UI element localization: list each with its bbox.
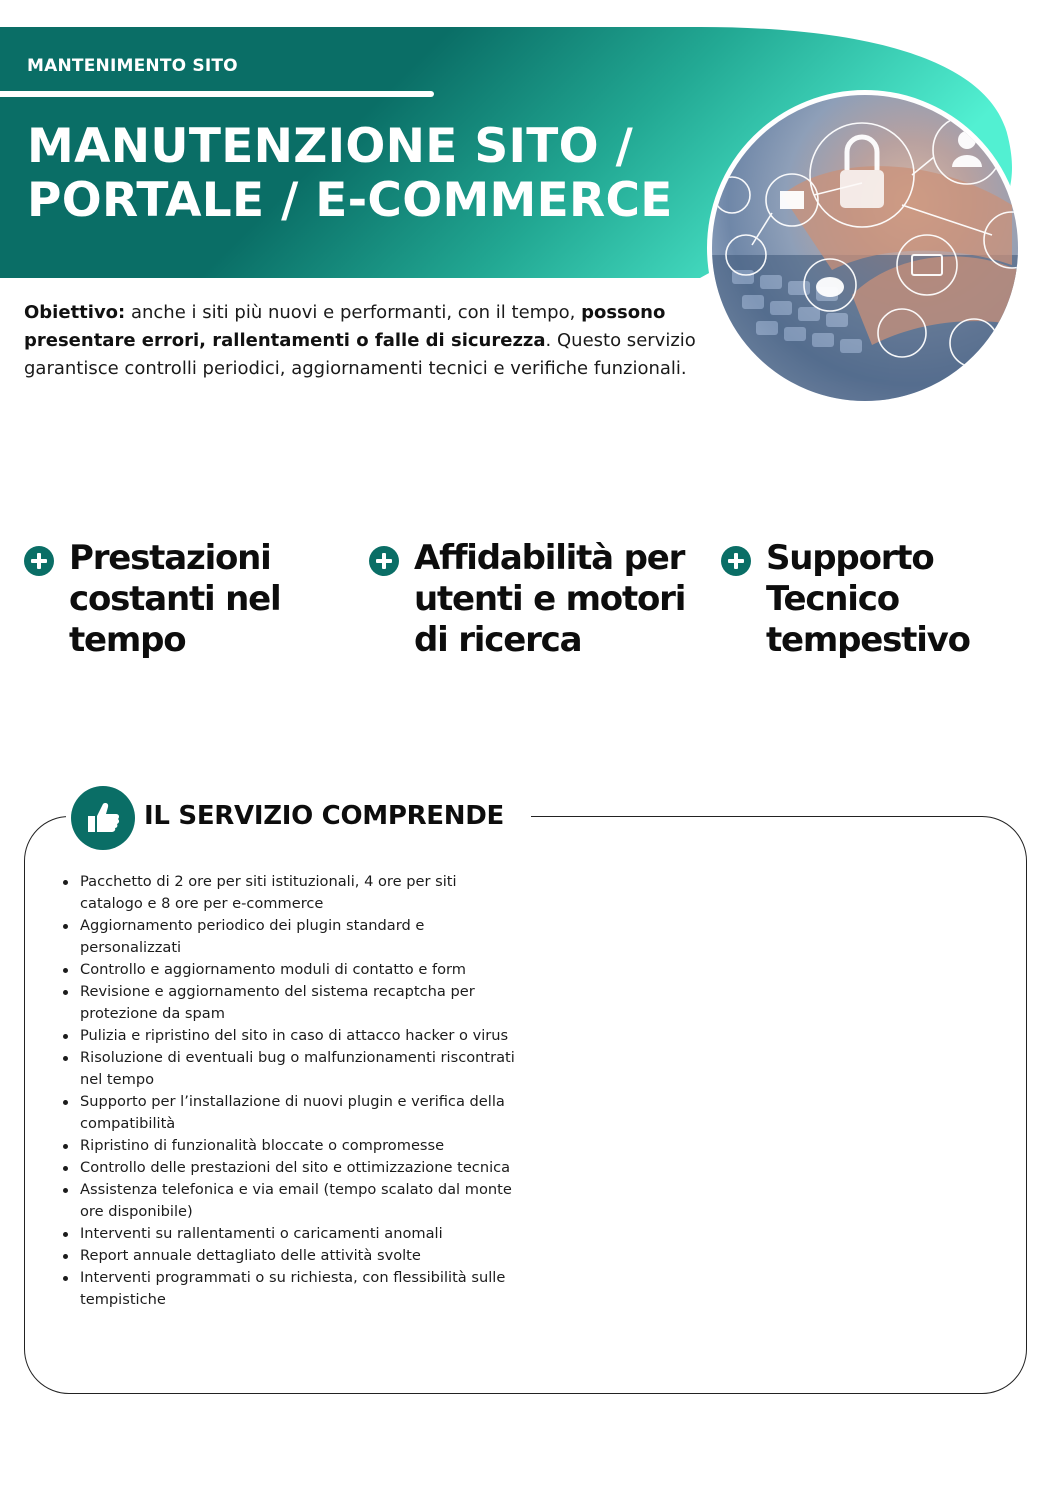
benefit-item (369, 538, 714, 661)
eyebrow-label: MANTENIMENTO SITO (27, 56, 238, 76)
plus-circle-icon (369, 546, 399, 576)
list-item: Interventi su rallentamenti o caricamenti anomali (62, 1223, 517, 1245)
objective-text-1: anche i siti più nuovi e performanti, con il tempo, (125, 302, 582, 323)
thumb-badge (71, 786, 135, 850)
objective-bold-text: possono presentare errori, rallentamenti o falle di sicurezza (24, 302, 666, 351)
list-item: Supporto per l’installazione di nuovi plugin e verifica della compatibilità (62, 1091, 517, 1135)
list-item: Ripristino di funzionalità bloccate o compromesse (62, 1135, 517, 1157)
list-item: Controllo delle prestazioni del sito e ottimizzazione tecnica (62, 1157, 517, 1179)
list-item: Report annuale dettagliato delle attività svolte (62, 1245, 517, 1267)
user-small-icon (714, 177, 750, 213)
benefit-item (24, 538, 329, 661)
list-item: Pulizia e ripristino del sito in caso di attacco hacker o virus (62, 1025, 517, 1047)
thumbs-up-icon (85, 800, 121, 836)
objective-text-2: . Questo servizio garantisce controlli periodici, aggiornamenti tecnici e verifiche funzionali. (24, 330, 696, 379)
list-item: Risoluzione di eventuali bug o malfunzionamenti riscontrati nel tempo (62, 1047, 517, 1091)
page-title: MANUTENZIONE SITO / PORTALE / E-COMMERCE (27, 119, 673, 228)
list-item: Pacchetto di 2 ore per siti istituzionali, 4 ore per siti catalogo e 8 ore per e-commerce (62, 871, 517, 915)
service-title: IL SERVIZIO COMPRENDE (144, 801, 504, 831)
eyebrow-divider (0, 91, 434, 97)
list-item: Revisione e aggiornamento del sistema recaptcha per protezione da spam (62, 981, 517, 1025)
service-list (62, 871, 517, 1311)
list-item: Controllo e aggiornamento moduli di contatto e form (62, 959, 517, 981)
benefit-label: Affidabilità per utenti e motori di ricerca (414, 538, 686, 660)
objective-label: Obiettivo: (24, 302, 126, 323)
user-icon (933, 116, 1001, 184)
benefit-label: Prestazioni costanti nel tempo (69, 538, 281, 660)
plus-circle-icon (721, 546, 751, 576)
benefits-row (0, 538, 1060, 678)
benefit-item (721, 538, 1046, 661)
plus-circle-icon (24, 546, 54, 576)
hero-image (707, 90, 1023, 406)
objective-paragraph (24, 299, 714, 383)
list-item: Aggiornamento periodico dei plugin standard e personalizzati (62, 915, 517, 959)
list-item: Interventi programmati o su richiesta, con flessibilità sulle tempistiche (62, 1267, 517, 1311)
list-item: Assistenza telefonica e via email (tempo scalato dal monte ore disponibile) (62, 1179, 517, 1223)
benefit-label: Supporto Tecnico tempestivo (766, 538, 970, 660)
